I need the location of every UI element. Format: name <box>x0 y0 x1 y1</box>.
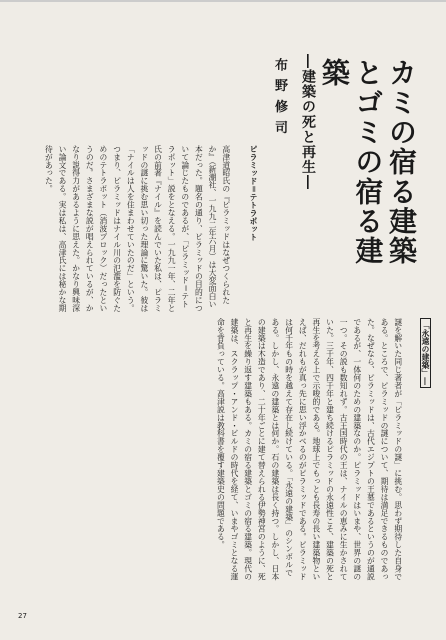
author-name: 布野修司 <box>272 58 287 142</box>
section-1-heading: ピラミッド＝テトラポット <box>249 145 258 242</box>
section-2-body: 謎を解いた同じ著者が「ピラミッドの謎」に挑む。思わず期待した自身である。ところで、ピラミッドの謎について、期待は満足できるものであった。なぜなら、ピラミッドは、古代エジプトの王墓であるというのが通説であるが、一体何のための建築なのか。ピラミッドはいまや、世界の謎の一つ。その説も数知れず。古王国時代の王は、ナイルの恵みに生かされていた。三千年、四千年と建ち続けるピラミッドの永遠性こそ、建築の死と再生を考える上で示唆的である。地球上でもっとも長寿の長い建築物といえば、だれもが真っ先に思い浮かべるのがピラミッドである。ピラミッドは何千年もの時を越えて存在し続けている。「永遠の建築」のシンボルである。しかし、永遠の建築とは何か。石の建築は長く持つ。しかし、日本の建築は木造であり、二十年ごとに建て替えられる伊勢神宮のように、死と再生を繰り返す建築もある。カミの宿る建築とゴミの宿る建築。現代の建築は、スクラップ・アンド・ビルドの時代を経て、いまやゴミとなる運命を背負っている。高津説は教科書を覆す建築史の問題である。 <box>216 318 403 581</box>
page-number: 27 <box>18 612 27 620</box>
section-1-column <box>18 145 260 313</box>
article-subtitle: ―建築の死と再生― <box>300 54 316 191</box>
article-title: カミの宿る建築とゴミの宿る建築 <box>317 58 418 266</box>
section-2-column <box>18 318 432 583</box>
top-edge-shadow <box>0 0 446 2</box>
section-1-body: 高津道昭氏の『ピラミッドはなぜつくられたか』（新潮社、一九九二年六月）は大変面白い本だった。題名の通り、ピラミッドの目的について論じたものであるが、「ピラミッド＝テトラポット」説をとなえる。一九九一年、二年と氏の前著『ナイル』を読んでいた私は、ピラミッドの謎に挑む思い切った理論に驚いた。彼は「ナイルは人を住まわせていたのだ」という。つまり、ピラミッドはナイル川の氾濫を防ぐためのテトラポット（消波ブロック）だったというのだ。さまざまな説が唱えられているが、かなり説得力があるように思えた。かなり興味深い論文である。実は私は、高津氏には秘かな期待があった。 <box>44 145 231 313</box>
section-2-heading: 「永遠の建築」― <box>420 318 431 388</box>
